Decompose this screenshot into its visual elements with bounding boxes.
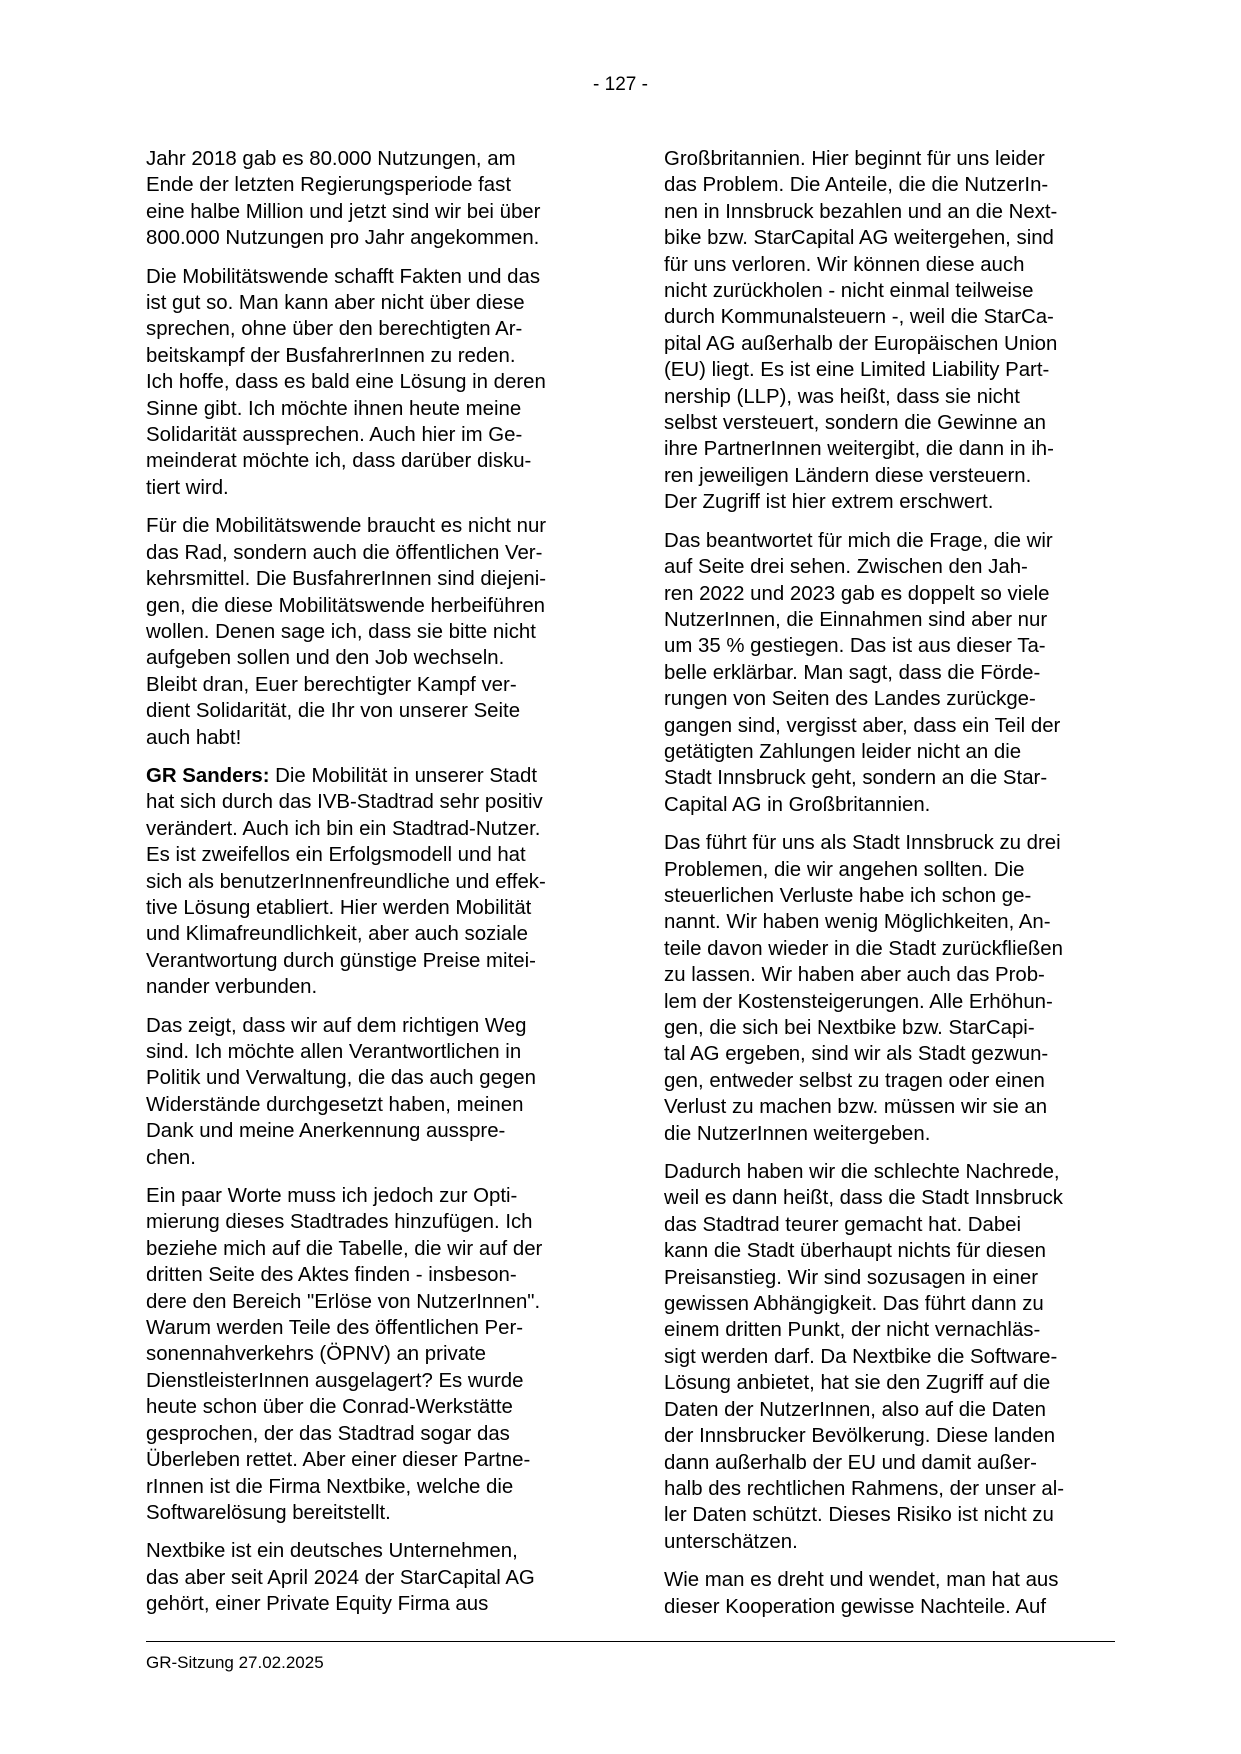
text-line	[146, 763, 594, 789]
paragraph	[664, 528, 1112, 818]
text-line: die NutzerInnen weitergeben.	[664, 1122, 931, 1145]
text-line: Das beantwortet für mich die Frage, die wir	[664, 529, 1053, 552]
text-line: belle erklärbar. Man sagt, dass die Förde-	[664, 661, 1041, 684]
text-line: lem der Kostensteigerungen. Alle Erhöhun-	[664, 990, 1053, 1013]
text-line: getätigten Zahlungen leider nicht an die	[664, 740, 1022, 763]
text-line: Nextbike ist ein deutsches Unternehmen,	[146, 1540, 518, 1563]
text-line: Ende der letzten Regierungsperiode fast	[146, 174, 512, 197]
text-line: das Problem. Die Anteile, die die NutzerIn-	[664, 174, 1049, 197]
text-line: rungen von Seiten des Landes zurückge-	[664, 688, 1036, 711]
text-line: bike bzw. StarCapital AG weitergehen, sind	[664, 227, 1054, 250]
speaker-label: GR Sanders:	[146, 764, 270, 787]
text-line: tiert wird.	[146, 476, 229, 499]
right-column	[664, 146, 1112, 1632]
text-line: gen, entweder selbst zu tragen oder einen	[664, 1069, 1045, 1092]
text-line: dritten Seite des Aktes finden - insbeson-	[146, 1264, 517, 1287]
text-line: NutzerInnen, die Einnahmen sind aber nur	[664, 608, 1048, 631]
text-line: das aber seit April 2024 der StarCapital AG	[146, 1566, 535, 1589]
text-line: sprechen, ohne über den berechtigten Ar-	[146, 318, 523, 341]
paragraph	[664, 830, 1112, 1147]
text-line: auch habt!	[146, 726, 242, 749]
text-line: nander verbunden.	[146, 976, 318, 999]
paragraph	[146, 1013, 594, 1171]
text-line: heute schon über die Conrad-Werkstätte	[146, 1396, 513, 1419]
text-line: um 35 % gestiegen. Das ist aus dieser Ta-	[664, 635, 1046, 658]
text-line: Problemen, die wir angehen sollten. Die	[664, 858, 1025, 881]
text-line: chen.	[146, 1146, 196, 1169]
text-line: sind. Ich möchte allen Verantwortlichen in	[146, 1041, 522, 1063]
text-line: Das führt für uns als Stadt Innsbruck zu drei	[664, 832, 1061, 855]
text-line: dere den Bereich "Erlöse von NutzerInnen".	[146, 1290, 541, 1313]
text-line: Der Zugriff ist hier extrem erschwert.	[664, 491, 994, 514]
speech-start: Die Mobilität in unserer Stadt	[269, 764, 537, 787]
text-line: verändert. Auch ich bin ein Stadtrad-Nutzer.	[146, 817, 541, 840]
text-line: gewissen Abhängigkeit. Das führt dann zu	[664, 1293, 1044, 1316]
text-line: Das zeigt, dass wir auf dem richtigen Weg	[146, 1014, 527, 1037]
text-line: der Innsbrucker Bevölkerung. Diese landen	[664, 1425, 1056, 1448]
text-line: dann außerhalb der EU und damit außer-	[664, 1451, 1037, 1474]
text-line: Jahr 2018 gab es 80.000 Nutzungen, am	[146, 148, 516, 170]
text-line: das Rad, sondern auch die öffentlichen Ver-	[146, 541, 543, 564]
paragraph	[146, 513, 594, 751]
text-line: teile davon wieder in die Stadt zurückfließen	[664, 937, 1063, 960]
text-line: gen, die diese Mobilitätswende herbeiführen	[146, 594, 546, 617]
text-line: Daten der NutzerInnen, also auf die Daten	[664, 1398, 1046, 1421]
paragraph	[664, 146, 1112, 516]
text-line: Ich hoffe, dass es bald eine Lösung in deren	[146, 371, 546, 394]
text-line: gen, die sich bei Nextbike bzw. StarCapi-	[664, 1017, 1035, 1039]
text-line: gangen sind, vergisst aber, dass ein Teil der	[664, 714, 1061, 737]
text-line: nannt. Wir haben wenig Möglichkeiten, An-	[664, 911, 1051, 934]
text-line: ist gut so. Man kann aber nicht über diese	[146, 292, 525, 315]
text-line: Für die Mobilitätswende braucht es nicht nur	[146, 515, 547, 538]
text-line: Es ist zweifellos ein Erfolgsmodell und hat	[146, 844, 526, 867]
text-line: Capital AG in Großbritannien.	[664, 793, 931, 816]
text-line: tal AG ergeben, sind wir als Stadt gezwun-	[664, 1043, 1049, 1066]
left-column	[146, 146, 594, 1630]
text-line: Lösung anbietet, hat sie den Zugriff auf die	[664, 1372, 1051, 1395]
footer-divider	[146, 1641, 1115, 1642]
text-line: Die Mobilitätswende schafft Fakten und das	[146, 265, 541, 288]
text-line: dieser Kooperation gewisse Nachteile. Auf	[664, 1595, 1046, 1618]
text-line: 800.000 Nutzungen pro Jahr angekommen.	[146, 227, 540, 250]
text-line: Ein paar Worte muss ich jedoch zur Opti-	[146, 1185, 518, 1208]
text-line: selbst versteuert, sondern die Gewinne an	[664, 412, 1046, 435]
text-line: Bleibt dran, Euer berechtigter Kampf ver-	[146, 673, 517, 696]
text-line: gesprochen, der das Stadtrad sogar das	[146, 1422, 510, 1445]
text-line: hat sich durch das IVB-Stadtrad sehr positiv	[146, 791, 543, 814]
text-line: Großbritannien. Hier beginnt für uns leider	[664, 148, 1045, 170]
text-line: beziehe mich auf die Tabelle, die wir auf der	[146, 1237, 543, 1260]
text-line: mierung dieses Stadtrades hinzufügen. Ich	[146, 1211, 533, 1234]
text-line: einem dritten Punkt, der nicht vernachläs-	[664, 1319, 1041, 1342]
text-line: weil es dann heißt, dass die Stadt Innsbruck	[664, 1187, 1063, 1210]
text-line: pital AG außerhalb der Europäischen Union	[664, 332, 1058, 355]
text-line: Sinne gibt. Ich möchte ihnen heute meine	[146, 397, 522, 420]
text-line: kann die Stadt überhaupt nichts für diesen	[664, 1240, 1047, 1263]
text-line: meinderat möchte ich, dass darüber disku-	[146, 450, 532, 473]
text-line: nicht zurückholen - nicht einmal teilweise	[664, 280, 1034, 303]
text-line: Wie man es dreht und wendet, man hat aus	[664, 1569, 1059, 1592]
text-line: Stadt Innsbruck geht, sondern an die Star-	[664, 767, 1048, 790]
page-number: - 127 -	[593, 74, 648, 95]
text-line: ihre PartnerInnen weitergibt, die dann in ih-	[664, 438, 1054, 461]
text-line: Warum werden Teile des öffentlichen Per-	[146, 1317, 524, 1340]
text-line: steuerlichen Verluste habe ich schon ge-	[664, 884, 1032, 907]
text-line: ren jeweiligen Ländern diese versteuern.	[664, 464, 1032, 487]
text-line: dient Solidarität, die Ihr von unserer Seite	[146, 700, 521, 723]
text-line: Überleben rettet. Aber einer dieser Partne-	[146, 1449, 531, 1472]
text-line: Widerstände durchgesetzt haben, meinen	[146, 1093, 524, 1116]
text-line: zu lassen. Wir haben aber auch das Prob-	[664, 964, 1045, 987]
text-line: für uns verloren. Wir können diese auch	[664, 253, 1025, 276]
text-line: Verantwortung durch günstige Preise mitei-	[146, 949, 536, 972]
text-line: das Stadtrad teurer gemacht hat. Dabei	[664, 1213, 1022, 1236]
text-line: gehört, einer Private Equity Firma aus	[146, 1593, 489, 1616]
text-line: unterschätzen.	[664, 1530, 798, 1553]
paragraph	[664, 1567, 1112, 1620]
text-line: Preisanstieg. Wir sind sozusagen in einer	[664, 1266, 1039, 1289]
text-line: rInnen ist die Firma Nextbike, welche die	[146, 1475, 514, 1498]
text-line: beitskampf der BusfahrerInnen zu reden.	[146, 344, 516, 367]
text-line: halb des rechtlichen Rahmens, der unser al-	[664, 1477, 1065, 1500]
text-line: sigt werden darf. Da Nextbike die Software-	[664, 1345, 1058, 1368]
text-line: Solidarität aussprechen. Auch hier im Ge-	[146, 424, 523, 447]
text-line: nen in Innsbruck bezahlen und an die Next-	[664, 200, 1058, 223]
text-line: Dank und meine Anerkennung ausspre-	[146, 1120, 506, 1143]
text-line: ler Daten schützt. Dieses Risiko ist nicht zu	[664, 1504, 1054, 1527]
paragraph	[146, 264, 594, 502]
paragraph-sanders	[146, 763, 594, 1001]
text-line: aufgeben sollen und den Job wechseln.	[146, 647, 505, 670]
text-line: durch Kommunalsteuern -, weil die StarCa-	[664, 306, 1054, 329]
text-line: kehrsmittel. Die BusfahrerInnen sind diejeni-	[146, 568, 547, 591]
text-line: Verlust zu machen bzw. müssen wir sie an	[664, 1096, 1048, 1119]
text-line: auf Seite drei sehen. Zwischen den Jah-	[664, 556, 1028, 579]
paragraph	[146, 146, 594, 252]
text-line: tive Lösung etabliert. Hier werden Mobilität	[146, 896, 532, 919]
text-line: Politik und Verwaltung, die das auch gegen	[146, 1067, 536, 1090]
text-line: und Klimafreundlichkeit, aber auch soziale	[146, 923, 528, 946]
paragraph	[664, 1159, 1112, 1555]
text-line: Dadurch haben wir die schlechte Nachrede,	[664, 1161, 1060, 1184]
text-line: nership (LLP), was heißt, dass sie nicht	[664, 385, 1020, 408]
text-line: eine halbe Million und jetzt sind wir bei über	[146, 200, 541, 223]
footer-session-date: GR-Sitzung 27.02.2025	[146, 1653, 324, 1672]
text-line: sonennahverkehrs (ÖPNV) an private	[146, 1343, 487, 1366]
text-line: Softwarelösung bereitstellt.	[146, 1501, 391, 1524]
paragraph	[146, 1183, 594, 1526]
text-line: sich als benutzerInnenfreundliche und effek-	[146, 870, 546, 893]
paragraph	[146, 1538, 594, 1617]
text-line: wollen. Denen sage ich, dass sie bitte nicht	[146, 620, 536, 643]
text-line: ren 2022 und 2023 gab es doppelt so viele	[664, 582, 1050, 605]
text-line: DienstleisterInnen ausgelagert? Es wurde	[146, 1369, 524, 1392]
text-line: (EU) liegt. Es ist eine Limited Liability Part-	[664, 359, 1050, 382]
